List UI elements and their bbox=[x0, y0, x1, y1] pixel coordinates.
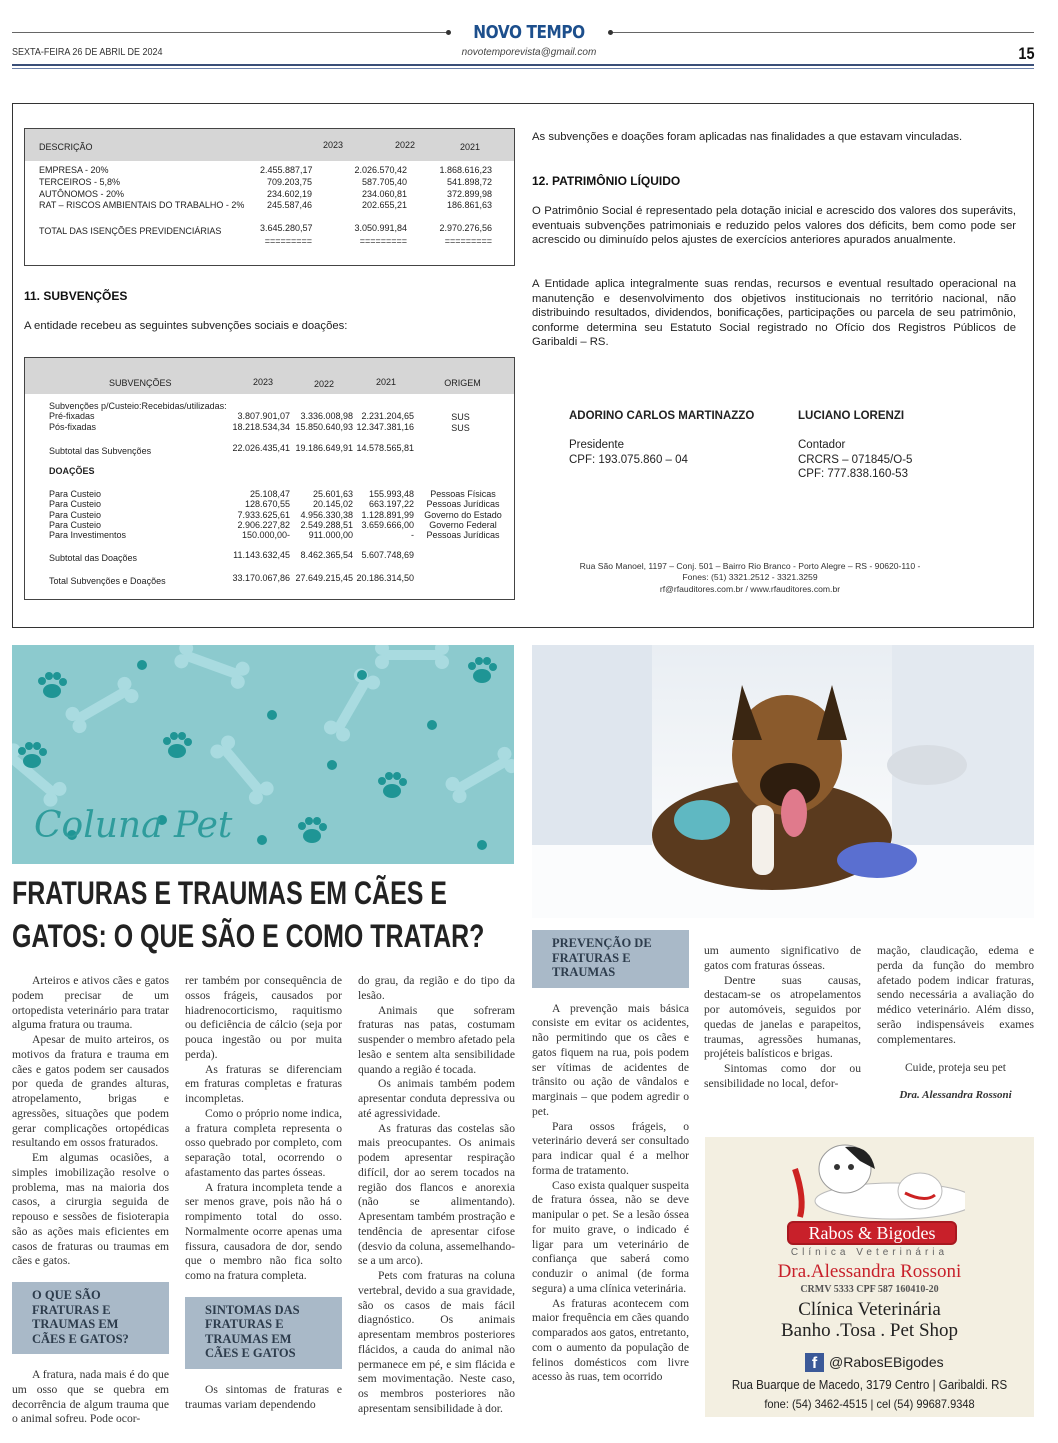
row-label: Para Custeio bbox=[49, 519, 102, 530]
dot-decoration bbox=[327, 760, 337, 770]
dot-decoration bbox=[427, 720, 437, 730]
row-value: 2.231.204,65 bbox=[361, 411, 414, 421]
bone-icon bbox=[207, 733, 276, 808]
row-value: 155.993,48 bbox=[368, 489, 414, 499]
paragraph: Sintomas como dor ou sensibilidade no local, defor- bbox=[704, 1062, 861, 1090]
column-header: 2021 bbox=[459, 142, 481, 152]
applied-statement: As subvenções e doações foram aplicadas nas finalidades a que estavam vinculadas. bbox=[532, 131, 963, 143]
double-rule: ========= bbox=[359, 236, 407, 246]
facebook-icon: f bbox=[805, 1353, 824, 1372]
paragraph: Os sintomas de fraturas e traumas variam dependendo bbox=[185, 1382, 342, 1411]
row-value: 245.587,46 bbox=[266, 200, 312, 211]
paragraph: As fraturas se diferenciam em fraturas completas e fraturas incompletas. bbox=[185, 1062, 342, 1105]
signature-accountant bbox=[798, 409, 912, 482]
dot-decoration bbox=[267, 710, 277, 720]
column-header: DESCRIÇÃO bbox=[39, 142, 93, 152]
bone-icon bbox=[172, 645, 251, 691]
ad-phone: fone: (54) 3462-4515 | cel (54) 99687.9348 bbox=[764, 1397, 975, 1411]
paragraph: As fraturas das costelas são mais preocupantes. Os animais podem apresentar respiração difícil, dor ao serem tocados na região dos flancos e anorexia (não se alimentando). Apresentam também prostração e tendência de apresentar cifose (desvio da coluna, assemelhando-se a um arco). bbox=[358, 1121, 515, 1268]
section-12-paragraph: A Entidade aplica integralmente suas rendas, recursos e eventual resultado operacional na manutenção e desenvolvimento dos objetivos institucionais no território nacional, não distribuindo resultados, dividendos, bonificações, participações ou parcela de seu patrimônio, conforme determina seu Estatuto Social registrado no Ofício dos Registros Públicos de Garibaldi – RS. bbox=[532, 278, 1016, 349]
row-value: 541.898,72 bbox=[446, 176, 492, 187]
row-value: 7.933.625,61 bbox=[237, 509, 290, 520]
column-header: 2022 bbox=[394, 140, 416, 150]
column-header: SUBVENÇÕES bbox=[109, 378, 172, 388]
service-line: Banho .Tosa . Pet Shop bbox=[780, 1320, 959, 1341]
total-value: 3.645.280,57 bbox=[260, 223, 313, 233]
total-value: 33.170.067,86 bbox=[232, 573, 290, 583]
origin: SUS bbox=[451, 422, 470, 433]
row-value: 3.336.008,98 bbox=[300, 411, 353, 421]
origin: Governo do Estado bbox=[424, 509, 502, 520]
brand-subtitle: Clínica Veterinária bbox=[790, 1247, 949, 1258]
section-11-title: 11. SUBVENÇÕES bbox=[24, 289, 128, 303]
signature-president bbox=[569, 409, 754, 467]
paragraph: A fratura incompleta tende a ser menos grave, pois não há o rompimento total do osso. Normalmente ocorre apenas uma fissura, causadora de dor, sendo que o membro não fica solto como na fratura completa. bbox=[185, 1180, 342, 1282]
article-column bbox=[358, 974, 515, 1417]
signatory-doc: CPF: 777.838.160-53 bbox=[798, 468, 908, 481]
row-value: 25.108,47 bbox=[249, 489, 290, 499]
row-label: Para Custeio bbox=[49, 509, 102, 520]
header-divider bbox=[12, 68, 1034, 69]
row-value: 128.670,55 bbox=[244, 499, 290, 510]
paragraph: do grau, da região e do tipo da lesão. bbox=[358, 974, 515, 1002]
row-value: 587.705,40 bbox=[361, 176, 407, 187]
subtotal-label: Subtotal das Doações bbox=[49, 553, 138, 563]
issue-date: SEXTA-FEIRA 26 DE ABRIL DE 2024 bbox=[12, 47, 163, 58]
row-value: 1.128.891,99 bbox=[361, 509, 414, 520]
origin: Governo Federal bbox=[429, 519, 497, 530]
row-value: 12.347.381,16 bbox=[356, 421, 414, 432]
paragraph: Apesar de muito arteiros, os motivos da fratura e trauma em cães e gatos podem ser causados por queda de grandes alturas, atropelamento, brigas e agressões, situações que podem gerar complicações ortopédicas resultando em ossos fraturados. bbox=[12, 1033, 169, 1150]
paragraph: A fratura, nada mais é do que um osso que se quebra em decorrência de algum trauma que o animal sofreu. Pode ocor- bbox=[12, 1368, 169, 1426]
header-divider bbox=[12, 64, 1034, 66]
origin: Pessoas Jurídicas bbox=[426, 530, 500, 541]
paw-icon bbox=[468, 657, 497, 683]
origin: Pessoas Físicas bbox=[430, 489, 496, 499]
row-value: 2.026.570,42 bbox=[354, 165, 407, 175]
total-label: Total Subvenções e Doações bbox=[49, 576, 166, 586]
dot-decoration bbox=[257, 835, 267, 845]
signatory-doc: CPF: 193.075.860 – 04 bbox=[569, 453, 688, 466]
auditor-web: rf@rfauditores.com.br / www.rfauditores.com.br bbox=[659, 583, 841, 594]
row-value: 2.906.227,82 bbox=[237, 519, 290, 530]
paragraph: um aumento significativo de gatos com fraturas ósseas. bbox=[704, 944, 861, 972]
row-value: 1.868.616,23 bbox=[439, 165, 492, 175]
dog-photo-illustration bbox=[532, 645, 1034, 918]
row-value: 15.850.640,93 bbox=[295, 421, 353, 432]
total-value: 20.186.314,50 bbox=[356, 573, 414, 583]
column-header: 2023 bbox=[322, 140, 344, 150]
auditor-phones: Fones: (51) 3321.2512 - 3321.3259 bbox=[682, 572, 818, 583]
subheading-box: O QUE SÃO FRATURAS E TRAUMAS EM CÃES E GATOS? bbox=[12, 1282, 169, 1354]
auditor-footer bbox=[560, 561, 940, 595]
paragraph: A prevenção mais básica consiste em evitar os acidentes, não permitindo que os cães e gatos fiquem na rua, pois podem ser vítimas de acidentes de trânsito ou ação de vândalos e marginais – que podem agredir o pet. bbox=[532, 1001, 689, 1118]
row-value: 2.455.887,17 bbox=[260, 165, 313, 175]
doctor-registration: CRMV 5333 CPF 587 160410-20 bbox=[800, 1284, 939, 1295]
subheading-box: PREVENÇÃO DE FRATURAS E TRAUMAS bbox=[532, 930, 689, 988]
subtotal-value: 5.607.748,69 bbox=[361, 550, 414, 560]
dot-decoration bbox=[357, 670, 367, 680]
section-11-text: A entidade recebeu as seguintes subvenções sociais e doações: bbox=[24, 320, 348, 332]
subheading-box: SINTOMAS DAS FRATURAS E TRAUMAS EM CÃES E GATOS bbox=[185, 1297, 342, 1369]
rabos-bigodes-ad bbox=[705, 1137, 1034, 1417]
bone-icon bbox=[375, 645, 449, 669]
row-value: 3.659.666,00 bbox=[361, 519, 414, 530]
isencoes-table bbox=[24, 128, 515, 266]
paragraph: Arteiros e ativos cães e gatos podem precisar de um ortopedista veterinário para tratar alguma fratura ou trauma. bbox=[12, 974, 169, 1032]
dog-and-cat-mascot bbox=[775, 1139, 965, 1221]
subtotal-value: 14.578.565,81 bbox=[356, 443, 414, 453]
column-header: ORIGEM bbox=[444, 378, 481, 388]
row-value: 202.655,21 bbox=[361, 200, 407, 211]
paragraph: Os animais também podem apresentar conduta depressiva ou até agressividade. bbox=[358, 1077, 515, 1120]
row-value: 20.145,02 bbox=[312, 499, 353, 510]
row-value: 150.000,00- bbox=[241, 530, 290, 541]
column-title: Coluna Pet bbox=[34, 805, 233, 846]
origin: SUS bbox=[451, 412, 470, 422]
paw-icon bbox=[163, 732, 192, 758]
article-column bbox=[704, 944, 861, 1092]
service-line: Clínica Veterinária bbox=[798, 1299, 941, 1320]
coluna-pet-banner bbox=[12, 645, 514, 864]
row-label: Para Custeio bbox=[49, 499, 102, 510]
author-signature: Dra. Alessandra Rossoni bbox=[899, 1089, 1012, 1101]
row-label: EMPRESA - 20% bbox=[39, 165, 109, 175]
brand-logo: Rabos & Bigodes bbox=[787, 1221, 957, 1245]
double-rule: ========= bbox=[264, 236, 312, 246]
row-value: - bbox=[411, 530, 414, 541]
doctor-name: Dra.Alessandra Rossoni bbox=[777, 1261, 962, 1282]
signatory-role: Contador bbox=[798, 439, 846, 452]
bone-icon bbox=[321, 666, 382, 744]
row-label: Subvenções p/Custeio:Recebidas/utilizadas: bbox=[49, 401, 227, 411]
paw-icon bbox=[38, 672, 67, 698]
paragraph: Caso exista qualquer suspeita de fratura óssea, não se deve manipular o pet. Se a lesão óssea for muito grave, o indicado é ligar para um veterinário de confiança que saberá como conduzir o animal (de forma segura) a uma clínica veterinária. bbox=[532, 1178, 689, 1295]
paragraph: rer também por consequência de ossos frágeis, causados por hiadrenocorticismo, raquitismo ou deficiência de cálcio (seja por pouca ingestão ou por muita perda). bbox=[185, 974, 342, 1061]
signatory-doc: CRCRS – 071845/O-5 bbox=[798, 453, 913, 466]
row-value: 709.203,75 bbox=[266, 176, 312, 187]
paragraph: Para ossos frágeis, o veterinário deverá ser consultado para indicar qual é a melhor forma de tratamento. bbox=[532, 1119, 689, 1177]
paw-icon bbox=[298, 817, 327, 843]
paragraph: As fraturas acontecem com maior frequência em cães quando comparados aos gatos, entretanto, com o aumento da população de felinos domésticos com livre acesso às ruas, tem ocorrido bbox=[532, 1296, 689, 1384]
services bbox=[705, 1299, 1034, 1341]
signatory-name: LUCIANO LORENZI bbox=[798, 410, 905, 422]
paragraph: Animais que sofreram fraturas nas patas, costumam suspender o membro afetado pela lesão e sentem alta sensibilidade quando a região é tocada. bbox=[358, 1003, 515, 1076]
social-handle: @RabosEBigodes bbox=[829, 1354, 944, 1370]
subtotal-value: 11.143.632,45 bbox=[233, 550, 290, 560]
paragraph: Dentre suas causas, destacam-se os atropelamentos por automóveis, seguidos por quedas de janelas e parapeitos, traumas, agressões humanas, projéteis balísticos e brigas. bbox=[704, 973, 861, 1061]
doacoes-title: DOAÇÕES bbox=[49, 466, 95, 476]
subtotal-label: Subtotal das Subvenções bbox=[49, 446, 152, 456]
row-value: 911.000,00 bbox=[308, 530, 353, 541]
signatory-role: Presidente bbox=[569, 439, 624, 452]
bone-icon bbox=[63, 674, 141, 735]
auditor-address: Rua São Manoel, 1197 – Conj. 501 – Bairro Rio Branco - Porto Alegre – RS - 90620-110 - bbox=[579, 561, 921, 571]
article-column bbox=[12, 974, 169, 1427]
page-number: 15 bbox=[1018, 44, 1035, 63]
contact-email: novotemporevista@gmail.com bbox=[461, 47, 597, 58]
masthead: NOVO TEMPO bbox=[473, 22, 585, 43]
signatory-name: ADORINO CARLOS MARTINAZZO bbox=[569, 410, 755, 422]
row-label: Pré-fixadas bbox=[49, 411, 95, 421]
total-value: 3.050.991,84 bbox=[354, 223, 407, 233]
article-column bbox=[185, 974, 342, 1412]
column-header: 2023 bbox=[252, 377, 274, 387]
row-value: 4.956.330,38 bbox=[300, 509, 353, 520]
article-headline: FRATURAS E TRAUMAS EM CÃES E GATOS: O QUE SÃO E COMO TRATAR? bbox=[12, 875, 485, 954]
row-value: 186.861,63 bbox=[446, 200, 492, 211]
column-header: 2021 bbox=[375, 377, 397, 387]
total-label: TOTAL DAS ISENÇÕES PREVIDENCIÁRIAS bbox=[39, 226, 222, 236]
total-value: 27.649.215,45 bbox=[295, 573, 353, 583]
row-label: TERCEIROS - 5,8% bbox=[39, 176, 121, 187]
origin: Pessoas Jurídicas bbox=[426, 499, 500, 510]
row-value: 234.602,19 bbox=[266, 188, 312, 199]
ad-address: Rua Buarque de Macedo, 3179 Centro | Garibaldi. RS bbox=[731, 1378, 1008, 1392]
subtotal-value: 22.026.435,41 bbox=[232, 443, 290, 453]
paragraph: Em algumas ocasiões, a simples imobilização resolve o problema, mas na maioria dos casos, a cirurgia seguida de repouso e sessões de fisioterapia são as ações mais eficientes em casos de fraturas ou traumas em cães e gatos. bbox=[12, 1151, 169, 1268]
row-value: 663.197,22 bbox=[368, 499, 414, 510]
article-column bbox=[532, 930, 689, 1385]
row-label: Pós-fixadas bbox=[49, 421, 97, 432]
row-value: 372.899,98 bbox=[446, 188, 492, 199]
row-label: Para Investimentos bbox=[49, 530, 127, 541]
section-12-paragraph: O Patrimônio Social é representado pela dotação inicial e acrescido dos valores dos superávits, eventuais subvenções patrimoniais e reduzido pelos valores dos déficits, bem como pode ser acrescido ou diminuído pelos ajustes de exercícios anteriores apurados anualmente. bbox=[532, 205, 1016, 247]
subtotal-value: 19.186.649,91 bbox=[295, 443, 353, 453]
paw-icon bbox=[378, 772, 407, 798]
row-label: AUTÔNOMOS - 20% bbox=[39, 188, 125, 199]
row-value: 234.060,81 bbox=[361, 188, 407, 199]
row-value: 18.218.534,34 bbox=[232, 421, 290, 432]
article-column bbox=[877, 944, 1034, 1103]
row-label: RAT – RISCOS AMBIENTAIS DO TRABALHO - 2% bbox=[39, 200, 245, 211]
row-value: 3.807.901,07 bbox=[237, 411, 290, 421]
subtotal-value: 8.462.365,54 bbox=[300, 550, 353, 560]
subvencoes-table bbox=[24, 357, 515, 600]
row-value: 25.601,63 bbox=[312, 489, 353, 499]
total-value: 2.970.276,56 bbox=[439, 223, 492, 233]
dot-decoration bbox=[477, 840, 487, 850]
column-header: 2022 bbox=[313, 379, 335, 389]
closing-line: Cuide, proteja seu pet bbox=[904, 1061, 1007, 1075]
paragraph: Como o próprio nome indica, a fratura completa representa o osso quebrado por completo, com separação total, ocorrendo o afastamento das partes ósseas. bbox=[185, 1106, 342, 1179]
bone-icon bbox=[443, 744, 514, 805]
dog-vet-photo bbox=[532, 645, 1034, 918]
row-label: Para Custeio bbox=[49, 489, 102, 499]
double-rule: ========= bbox=[444, 236, 492, 246]
paragraph: Pets com fraturas na coluna vertebral, devido a sua gravidade, são os casos de mais fácil diagnóstico. Os animais apresentam membros posteriores flácidos, a cauda do animal não permanece em pé, e sim flácida e sem movimentação. Neste caso, os membros posteriores não apresentam sensibilidade à dor. bbox=[358, 1269, 515, 1415]
dot-decoration bbox=[137, 660, 147, 670]
row-value: 2.549.288,51 bbox=[300, 519, 353, 530]
paragraph: mação, claudicação, edema e perda da função do membro afetado podem indicar fraturas, sendo necessária a avaliação do médico veterinário. Além disso, serão indispensáveis exames complementares. bbox=[877, 944, 1034, 1046]
section-12-title: 12. PATRIMÔNIO LÍQUIDO bbox=[532, 174, 681, 188]
